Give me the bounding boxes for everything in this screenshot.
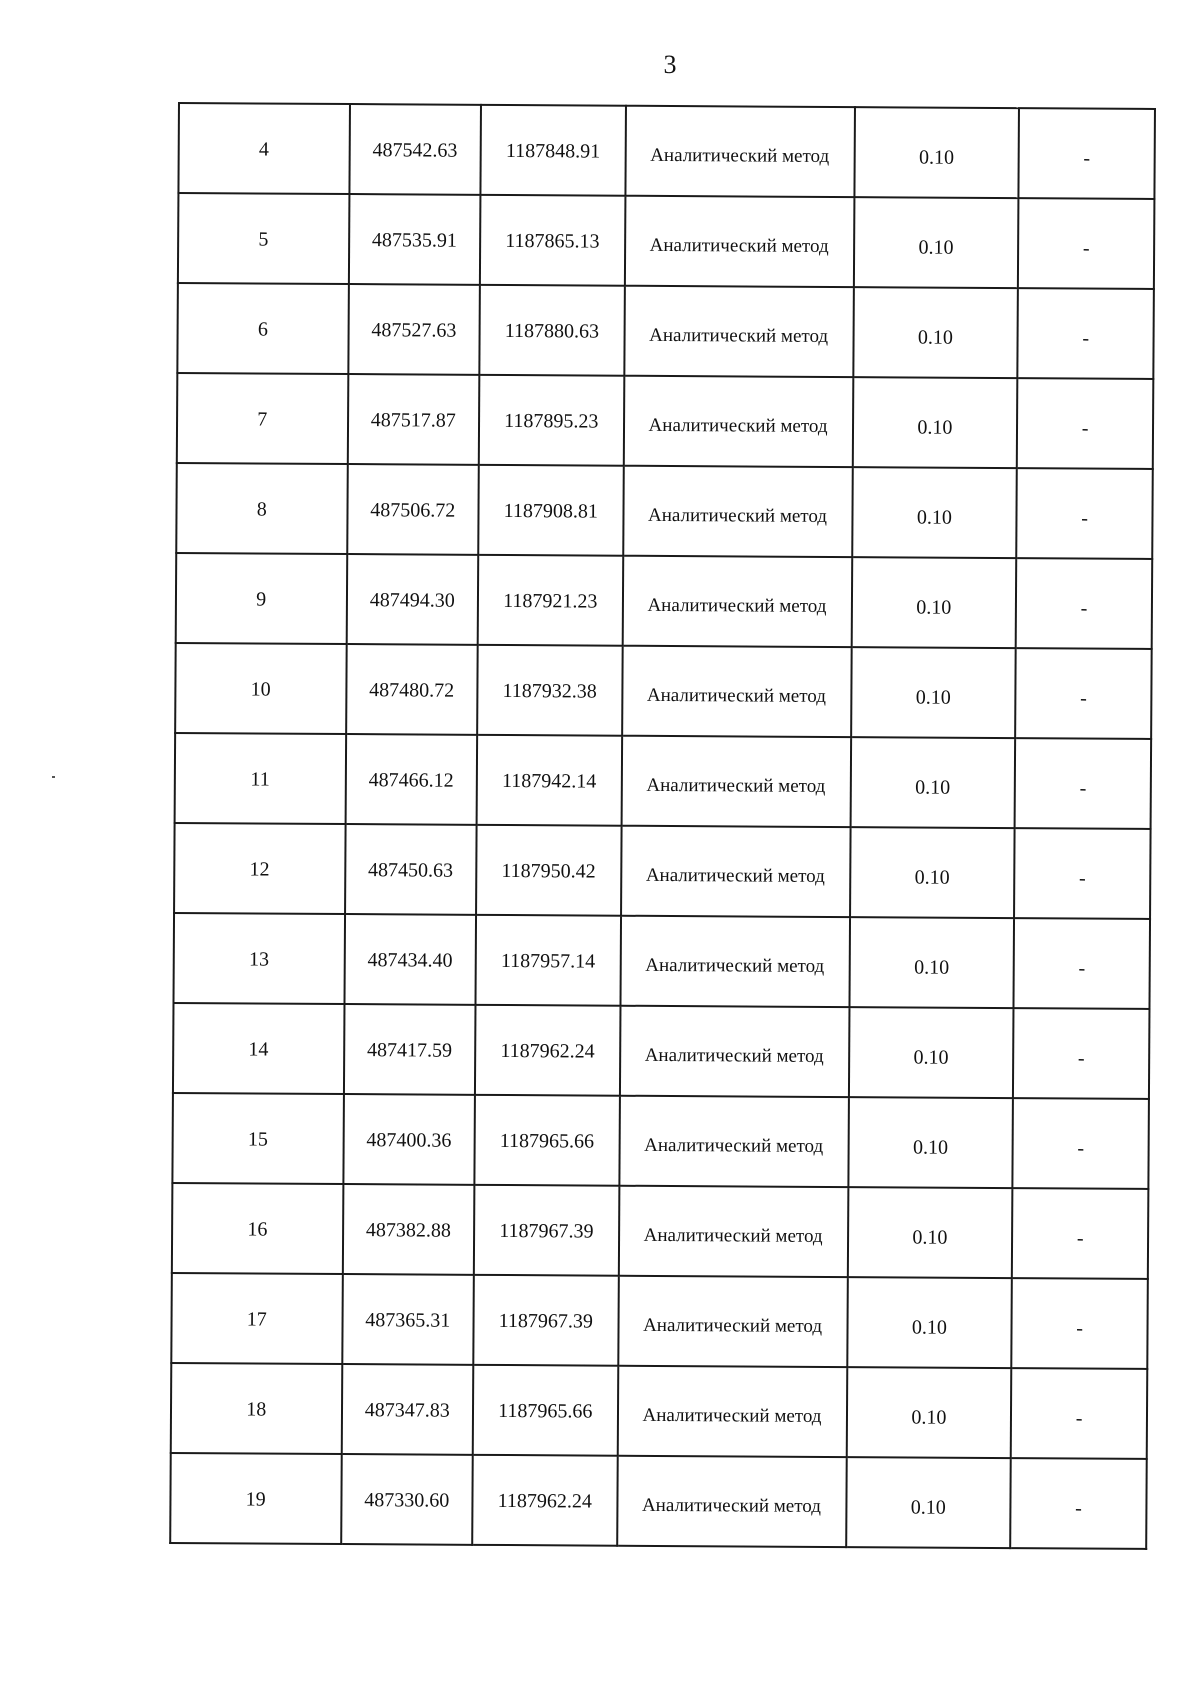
table-row <box>170 1453 1147 1549</box>
x-coordinate: 487517.87 <box>370 409 456 432</box>
x-coordinate: 487330.60 <box>364 1489 450 1512</box>
x-coordinate: 487400.36 <box>366 1129 452 1152</box>
description-cell <box>1018 198 1154 289</box>
x-coordinate-cell <box>347 464 479 555</box>
description-cell <box>1019 108 1155 199</box>
description-cell <box>1013 1098 1149 1189</box>
method: Аналитический метод <box>645 954 825 977</box>
x-coordinate-cell <box>349 104 481 195</box>
accuracy-cell <box>846 1367 1011 1458</box>
point-number: 14 <box>248 1038 269 1061</box>
accuracy: 0.10 <box>912 1136 949 1159</box>
point-number-cell <box>178 193 349 284</box>
accuracy: 0.10 <box>917 416 953 439</box>
x-coordinate-cell <box>342 1274 474 1365</box>
method-cell <box>624 286 854 377</box>
description-cell <box>1011 1368 1147 1459</box>
accuracy: 0.10 <box>915 776 951 799</box>
x-coordinate-cell <box>346 554 478 645</box>
accuracy-cell <box>850 737 1015 828</box>
y-coordinate-cell <box>479 375 624 466</box>
description-cell <box>1013 1008 1149 1099</box>
scan-speck <box>52 776 55 778</box>
point-number-cell <box>176 463 347 554</box>
accuracy-cell <box>852 377 1017 468</box>
y-coordinate: 1187967.39 <box>498 1309 594 1333</box>
accuracy: 0.10 <box>911 1406 947 1429</box>
table-row <box>178 103 1155 199</box>
point-number-cell <box>176 553 347 644</box>
y-coordinate-cell <box>480 195 625 286</box>
x-coordinate: 487450.63 <box>368 859 454 882</box>
point-number: 12 <box>249 858 270 881</box>
accuracy-cell <box>847 1187 1012 1278</box>
description: - <box>1078 867 1086 890</box>
table-row <box>176 463 1153 559</box>
accuracy-cell <box>848 1007 1013 1098</box>
y-coordinate-cell <box>474 1095 619 1186</box>
point-number-cell <box>177 283 348 374</box>
method: Аналитический метод <box>650 144 830 167</box>
method-cell <box>623 466 853 557</box>
method: Аналитический метод <box>644 1044 824 1067</box>
method-cell <box>622 556 852 647</box>
accuracy-cell <box>853 287 1018 378</box>
method: Аналитический метод <box>643 1314 823 1337</box>
point-number-cell <box>177 373 348 464</box>
accuracy-cell <box>850 827 1015 918</box>
description-cell <box>1015 738 1151 829</box>
description: - <box>1083 147 1091 170</box>
method: Аналитический метод <box>641 1494 822 1517</box>
description-cell <box>1010 1458 1146 1549</box>
y-coordinate-cell <box>480 105 625 196</box>
accuracy: 0.10 <box>913 1046 949 1069</box>
y-coordinate-cell <box>476 825 621 916</box>
description: - <box>1080 687 1087 710</box>
description-cell <box>1018 288 1154 379</box>
description: - <box>1076 1317 1084 1340</box>
table-row <box>176 553 1153 649</box>
table-row <box>175 643 1152 739</box>
method: Аналитический метод <box>645 864 825 887</box>
point-number: 15 <box>247 1128 268 1151</box>
table-row <box>171 1273 1148 1369</box>
accuracy-cell <box>848 1097 1013 1188</box>
accuracy-cell <box>846 1457 1011 1548</box>
description-cell <box>1015 648 1151 739</box>
table-row <box>173 913 1150 1009</box>
y-coordinate-cell <box>473 1365 618 1456</box>
y-coordinate-cell <box>475 1005 620 1096</box>
x-coordinate-cell <box>346 644 478 735</box>
y-coordinate-cell <box>474 1185 619 1276</box>
method-cell <box>624 196 854 287</box>
accuracy: 0.10 <box>912 1226 948 1249</box>
accuracy-cell <box>852 467 1017 558</box>
accuracy: 0.10 <box>918 146 955 169</box>
method-cell <box>617 1366 847 1457</box>
method-cell <box>622 646 852 737</box>
point-number: 13 <box>248 948 270 971</box>
method-cell <box>619 1006 849 1097</box>
point-number: 5 <box>258 228 269 251</box>
x-coordinate: 487506.72 <box>370 499 456 522</box>
accuracy: 0.10 <box>914 956 950 979</box>
accuracy: 0.10 <box>910 1496 946 1519</box>
point-number: 4 <box>258 138 270 161</box>
x-coordinate: 487535.91 <box>371 229 457 252</box>
method-cell <box>620 916 850 1007</box>
coordinates-table <box>169 102 1156 1550</box>
x-coordinate: 487365.31 <box>365 1309 451 1332</box>
y-coordinate: 1187880.63 <box>504 320 600 343</box>
description: - <box>1079 777 1087 800</box>
description-cell <box>1014 828 1150 919</box>
description: - <box>1076 1227 1084 1250</box>
point-number-cell <box>173 913 344 1004</box>
description: - <box>1078 957 1086 980</box>
y-coordinate: 1187895.23 <box>504 409 599 433</box>
table-body <box>170 103 1155 1549</box>
description: - <box>1075 1497 1082 1520</box>
y-coordinate: 1187962.24 <box>497 1489 592 1513</box>
y-coordinate-cell <box>473 1275 618 1366</box>
description-cell <box>1012 1188 1148 1279</box>
description: - <box>1082 327 1090 350</box>
method: Аналитический метод <box>649 324 829 347</box>
point-number: 9 <box>256 588 267 611</box>
method: Аналитический метод <box>647 504 828 527</box>
method-cell <box>618 1186 848 1277</box>
x-coordinate-cell <box>345 824 477 915</box>
accuracy-cell <box>854 107 1019 198</box>
method: Аналитический метод <box>649 234 829 257</box>
description: - <box>1077 1047 1085 1070</box>
description-cell <box>1017 378 1153 469</box>
accuracy: 0.10 <box>915 686 951 709</box>
table-row <box>175 733 1152 829</box>
y-coordinate-cell <box>477 645 622 736</box>
point-number: 16 <box>247 1218 268 1241</box>
accuracy-cell <box>849 917 1014 1008</box>
y-coordinate: 1187962.24 <box>500 1039 595 1063</box>
method-cell <box>618 1276 848 1367</box>
method: Аналитический метод <box>647 594 827 617</box>
x-coordinate-cell <box>342 1184 474 1275</box>
method-cell <box>625 106 855 197</box>
point-number: 18 <box>246 1398 267 1421</box>
x-coordinate: 487417.59 <box>366 1039 453 1062</box>
y-coordinate-cell <box>477 735 622 826</box>
method-cell <box>619 1096 849 1187</box>
point-number: 17 <box>246 1308 267 1331</box>
point-number: 6 <box>257 318 268 341</box>
y-coordinate: 1187967.39 <box>499 1219 594 1243</box>
x-coordinate-cell <box>348 284 480 375</box>
description-cell <box>1016 558 1152 649</box>
accuracy: 0.10 <box>914 866 950 889</box>
method: Аналитический метод <box>646 684 826 707</box>
x-coordinate: 487382.88 <box>365 1219 451 1242</box>
y-coordinate: 1187950.42 <box>501 859 596 883</box>
description: - <box>1077 1137 1085 1160</box>
accuracy-cell <box>851 647 1016 738</box>
point-number-cell <box>174 823 345 914</box>
description: - <box>1080 597 1088 620</box>
method: Аналитический метод <box>648 414 828 437</box>
x-coordinate: 487466.12 <box>368 769 454 792</box>
accuracy: 0.10 <box>911 1316 947 1339</box>
method-cell <box>623 376 853 467</box>
method-cell <box>617 1456 847 1547</box>
table-row <box>178 193 1155 289</box>
y-coordinate: 1187965.66 <box>498 1399 593 1423</box>
y-coordinate: 1187932.38 <box>502 679 597 703</box>
point-number-cell <box>175 733 346 824</box>
point-number-cell <box>178 103 349 194</box>
point-number-cell <box>173 1003 344 1094</box>
table-row <box>172 1093 1149 1189</box>
x-coordinate-cell <box>344 914 476 1005</box>
accuracy-cell <box>847 1277 1012 1368</box>
point-number-cell <box>170 1453 341 1544</box>
description-cell <box>1014 918 1150 1009</box>
accuracy: 0.10 <box>916 506 952 529</box>
table-row <box>171 1363 1148 1459</box>
point-number: 19 <box>245 1488 266 1511</box>
table-row <box>177 373 1154 469</box>
x-coordinate-cell <box>345 734 477 825</box>
point-number-cell <box>172 1093 343 1184</box>
x-coordinate-cell <box>347 374 479 465</box>
description: - <box>1082 237 1090 260</box>
point-number-cell <box>171 1273 342 1364</box>
method: Аналитический метод <box>642 1404 822 1427</box>
description-cell <box>1012 1278 1148 1369</box>
description: - <box>1081 507 1088 530</box>
y-coordinate-cell <box>479 285 624 376</box>
y-coordinate-cell <box>476 915 621 1006</box>
point-number-cell <box>175 643 346 734</box>
point-number: 7 <box>257 408 268 431</box>
y-coordinate: 1187957.14 <box>500 949 596 973</box>
table-row <box>172 1183 1149 1279</box>
x-coordinate: 487542.63 <box>372 139 458 162</box>
accuracy-cell <box>851 557 1016 648</box>
x-coordinate-cell <box>343 1004 475 1095</box>
method-cell <box>621 736 851 827</box>
point-number-cell <box>172 1183 343 1274</box>
accuracy: 0.10 <box>918 236 954 259</box>
x-coordinate-cell <box>341 1364 473 1455</box>
accuracy: 0.10 <box>917 326 954 349</box>
method: Аналитический метод <box>646 774 826 797</box>
point-number: 8 <box>256 498 267 521</box>
method: Аналитический метод <box>643 1224 823 1247</box>
y-coordinate: 1187908.81 <box>503 499 598 523</box>
point-number: 11 <box>250 768 270 791</box>
y-coordinate: 1187965.66 <box>499 1129 595 1153</box>
y-coordinate-cell <box>472 1455 617 1546</box>
point-number-cell <box>171 1363 342 1454</box>
method-cell <box>621 826 851 917</box>
y-coordinate: 1187848.91 <box>505 140 601 163</box>
x-coordinate: 487434.40 <box>367 949 453 972</box>
accuracy: 0.10 <box>916 596 952 619</box>
x-coordinate: 487480.72 <box>369 679 455 702</box>
x-coordinate-cell <box>343 1094 475 1185</box>
table-row <box>177 283 1154 379</box>
table-row <box>173 1003 1150 1099</box>
y-coordinate-cell <box>478 465 623 556</box>
x-coordinate-cell <box>341 1454 473 1545</box>
y-coordinate-cell <box>478 555 623 646</box>
table-row <box>174 823 1151 919</box>
x-coordinate: 487527.63 <box>371 319 457 342</box>
description: - <box>1075 1407 1083 1430</box>
y-coordinate: 1187865.13 <box>505 230 600 253</box>
page-number: 3 <box>663 50 677 79</box>
point-number: 10 <box>250 678 271 701</box>
x-coordinate: 487494.30 <box>369 589 455 612</box>
description-cell <box>1016 468 1152 559</box>
y-coordinate: 1187942.14 <box>501 769 597 793</box>
y-coordinate: 1187921.23 <box>503 589 598 613</box>
x-coordinate-cell <box>348 194 480 285</box>
description: - <box>1081 417 1089 440</box>
accuracy-cell <box>853 197 1018 288</box>
method: Аналитический метод <box>644 1134 824 1157</box>
x-coordinate: 487347.83 <box>364 1399 450 1422</box>
